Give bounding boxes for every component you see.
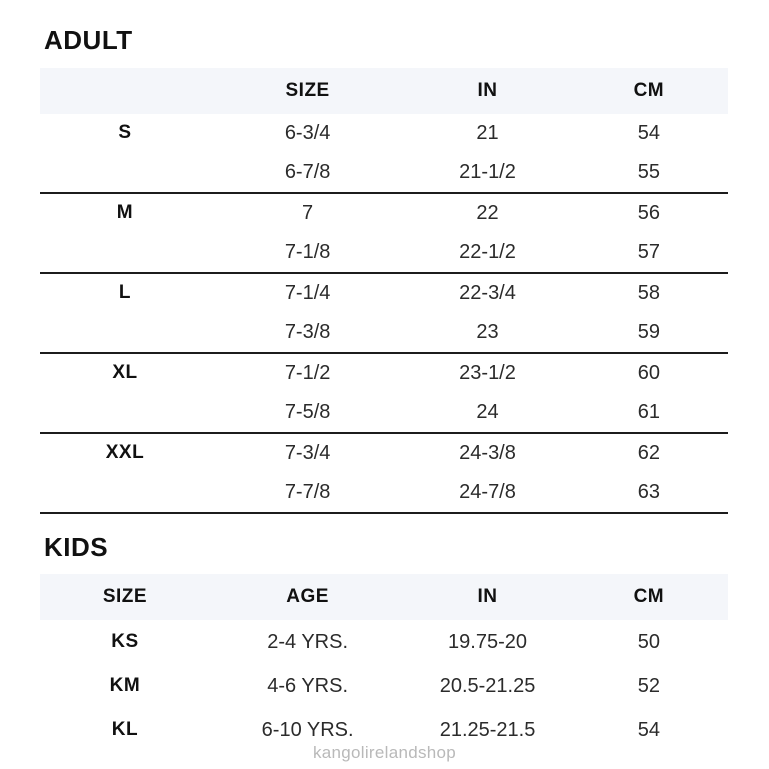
table-row — [40, 153, 728, 193]
kids-header-row — [40, 574, 728, 620]
kids-header-cell-in: IN — [405, 574, 569, 620]
age-value: 4-6 YRS. — [267, 674, 348, 697]
adult-header-row — [40, 68, 728, 114]
size-label: KS — [111, 631, 139, 653]
table-row — [40, 620, 728, 664]
watermark: kangolirelandshop — [312, 743, 457, 762]
hat-size-value: 7-7/8 — [210, 473, 405, 513]
inches-value: 20.5-21.25 — [439, 674, 536, 697]
table-row — [40, 433, 728, 473]
table-row — [40, 353, 728, 393]
kids-size-table — [40, 574, 728, 752]
cm-value: 54 — [637, 121, 660, 144]
size-label: XXL — [105, 442, 145, 464]
hat-size-value: 6-3/4 — [284, 121, 331, 144]
kids-header-cell-age: AGE — [210, 574, 405, 620]
inches-value: 24-3/8 — [459, 441, 516, 464]
hat-size-value: 7-5/8 — [210, 393, 405, 433]
hat-size-value: 7-1/2 — [284, 361, 331, 384]
size-label — [40, 473, 210, 513]
adult-header-cell-size: SIZE — [210, 68, 405, 114]
age-value: 6-10 YRS. — [261, 718, 354, 741]
size-label: KM — [109, 675, 141, 697]
hat-size-value: 6-7/8 — [210, 153, 405, 193]
inches-value: 19.75-20 — [448, 630, 527, 653]
table-row — [40, 664, 728, 708]
cm-value: 58 — [637, 281, 660, 304]
hat-size-value: 7-3/8 — [210, 313, 405, 353]
kids-section-title: KIDS — [44, 531, 109, 562]
size-label: XL — [112, 362, 138, 384]
adult-header-cell-cm: CM — [570, 68, 728, 114]
table-row — [40, 393, 728, 433]
table-row — [40, 473, 728, 513]
inches-value: 22-1/2 — [405, 233, 569, 273]
adult-header-cell-in: IN — [405, 68, 569, 114]
cm-value: 60 — [637, 361, 660, 384]
cm-value: 52 — [637, 674, 660, 697]
cm-value: 62 — [637, 441, 660, 464]
inches-value: 23-1/2 — [459, 361, 516, 384]
cm-value: 54 — [637, 718, 660, 741]
hat-size-value: 7-1/8 — [210, 233, 405, 273]
inches-value: 22-3/4 — [459, 281, 516, 304]
hat-size-value: 7-3/4 — [284, 441, 331, 464]
inches-value: 24 — [405, 393, 569, 433]
inches-value: 22 — [476, 201, 499, 224]
kids-header-cell-cm: CM — [570, 574, 728, 620]
hat-size-value: 7 — [302, 201, 314, 224]
size-label — [40, 313, 210, 353]
table-row — [40, 193, 728, 233]
inches-value: 23 — [405, 313, 569, 353]
kids-header-cell-size: SIZE — [40, 574, 210, 620]
adult-section-title: ADULT — [44, 25, 133, 55]
table-row — [40, 273, 728, 313]
table-row — [40, 233, 728, 273]
size-label: KL — [111, 719, 139, 741]
age-value: 2-4 YRS. — [267, 630, 348, 653]
hat-size-value: 7-1/4 — [284, 281, 331, 304]
cm-value: 59 — [570, 313, 728, 353]
inches-value: 21.25-21.5 — [439, 718, 536, 741]
size-label: M — [116, 202, 134, 224]
size-label — [40, 393, 210, 433]
cm-value: 63 — [570, 473, 728, 513]
cm-value: 56 — [637, 201, 660, 224]
adult-size-table — [40, 68, 728, 514]
size-label — [40, 153, 210, 193]
cm-value: 61 — [570, 393, 728, 433]
adult-header-cell-blank — [40, 68, 210, 114]
cm-value: 50 — [637, 630, 660, 653]
table-row — [40, 313, 728, 353]
size-label: L — [118, 282, 132, 304]
inches-value: 21 — [476, 121, 499, 144]
cm-value: 55 — [570, 153, 728, 193]
inches-value: 21-1/2 — [405, 153, 569, 193]
cm-value: 57 — [570, 233, 728, 273]
size-label: S — [118, 122, 132, 144]
inches-value: 24-7/8 — [405, 473, 569, 513]
table-row — [40, 114, 728, 153]
size-label — [40, 233, 210, 273]
